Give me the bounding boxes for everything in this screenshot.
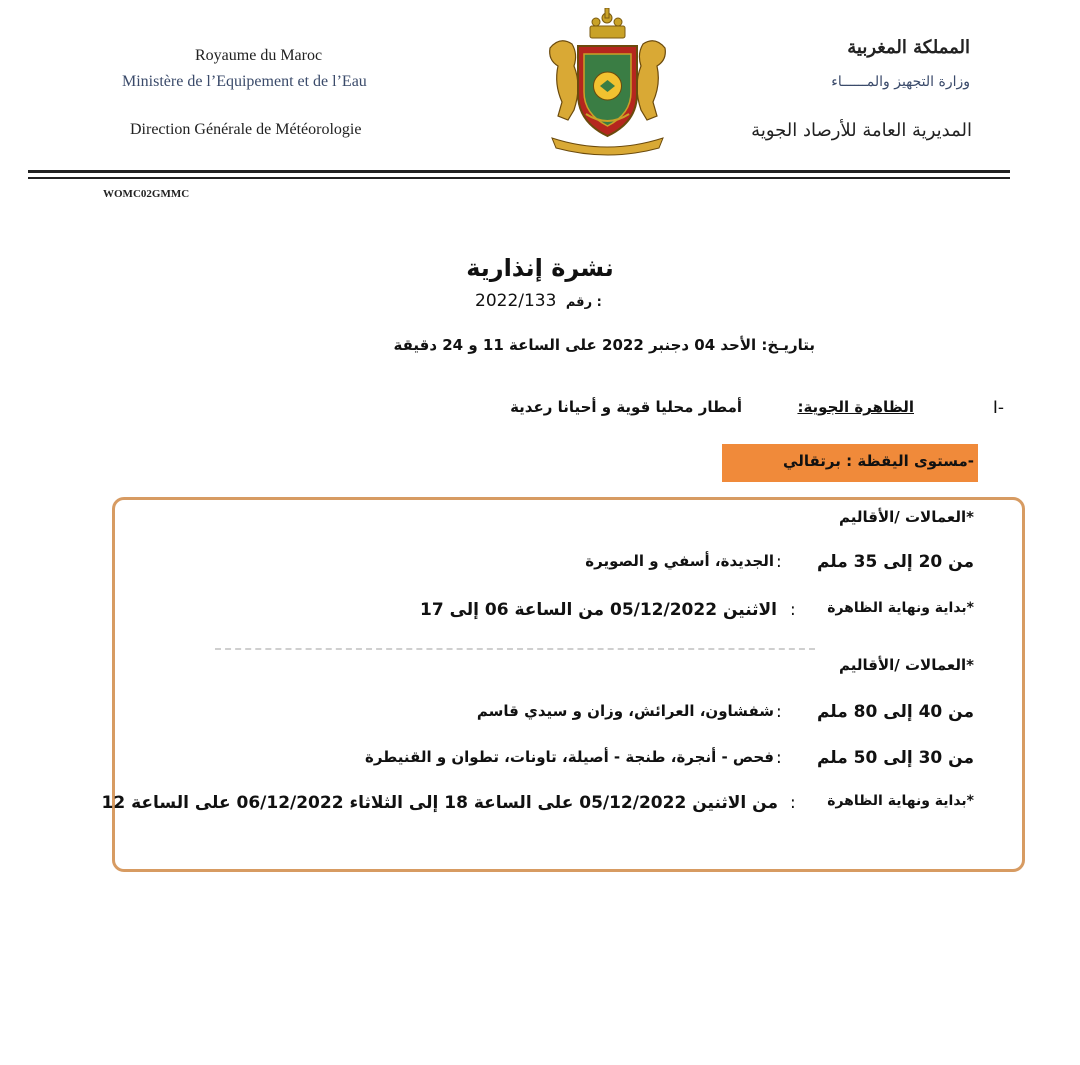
header-ar-directorate: المديرية العامة للأرصاد الجوية (751, 120, 972, 141)
header-fr-ministry: Ministère de l’Equipement et de l’Eau (122, 73, 367, 90)
phenomenon-label: الظاهرة الجوية: (797, 398, 914, 416)
bulletin-number-label: رقم : (565, 295, 602, 310)
section-2-row-2-value: فحص - أنجرة، طنجة - أصيلة، تاونات، تطوان و القنيطرة (364, 748, 774, 766)
bulletin-number-line (475, 291, 602, 311)
header-rule-thick (28, 170, 1010, 173)
section-2-row-1-value: شفشاون، العرائش، وزان و سيدي قاسم (476, 702, 774, 720)
bulletin-title: نشرة إنذارية (466, 254, 614, 282)
separator-colon: : (790, 793, 796, 813)
bulletin-date: بتاريـخ: الأحد 04 دجنبر 2022 على الساعة 11 و 24 دقيقة (393, 336, 815, 354)
coat-of-arms-icon (540, 8, 675, 158)
section-1-timing-label: *بداية ونهاية الظاهرة (827, 600, 974, 616)
section-1-heading: *العمالات /الأقاليم (839, 508, 974, 526)
separator-colon: : (776, 702, 782, 722)
section-1-row-1-value: الجديدة، أسفي و الصويرة (585, 552, 774, 570)
header-fr-directorate: Direction Générale de Météorologie (130, 121, 362, 138)
section-2-heading: *العمالات /الأقاليم (839, 656, 974, 674)
section-2-row-1-label: من 40 إلى 80 ملم (816, 702, 974, 722)
separator-colon: : (776, 748, 782, 768)
header-fr-kingdom: Royaume du Maroc (195, 47, 323, 64)
separator-colon: : (776, 552, 782, 572)
section-1-row-1-label: من 20 إلى 35 ملم (816, 552, 974, 572)
separator-colon: : (790, 600, 796, 620)
section-2-timing-label: *بداية ونهاية الظاهرة (827, 793, 974, 809)
header-rule-thin (28, 177, 1010, 179)
section-1-timing-value: الاثنين 05/12/2022 من الساعة 06 إلى 17 (419, 600, 777, 620)
bulletin-number: 2022/133 (475, 291, 557, 311)
phenomenon-index: I- (992, 398, 1004, 418)
header-ar-ministry: وزارة التجهيز والمــــــاء (831, 74, 970, 90)
section-2-row-2-label: من 30 إلى 50 ملم (816, 748, 974, 768)
section-2-timing-value: من الاثنين 05/12/2022 على الساعة 18 إلى الثلاثاء 06/12/2022 على الساعة 12 (101, 793, 778, 813)
section-divider (215, 648, 815, 650)
alert-level-text: -مستوى اليقظة : برتقالي (783, 452, 974, 470)
document-code: WOMC02GMMC (103, 188, 190, 200)
phenomenon-value: أمطار محليا قوية و أحيانا رعدية (510, 398, 742, 416)
header-ar-kingdom: المملكة المغربية (847, 37, 970, 58)
